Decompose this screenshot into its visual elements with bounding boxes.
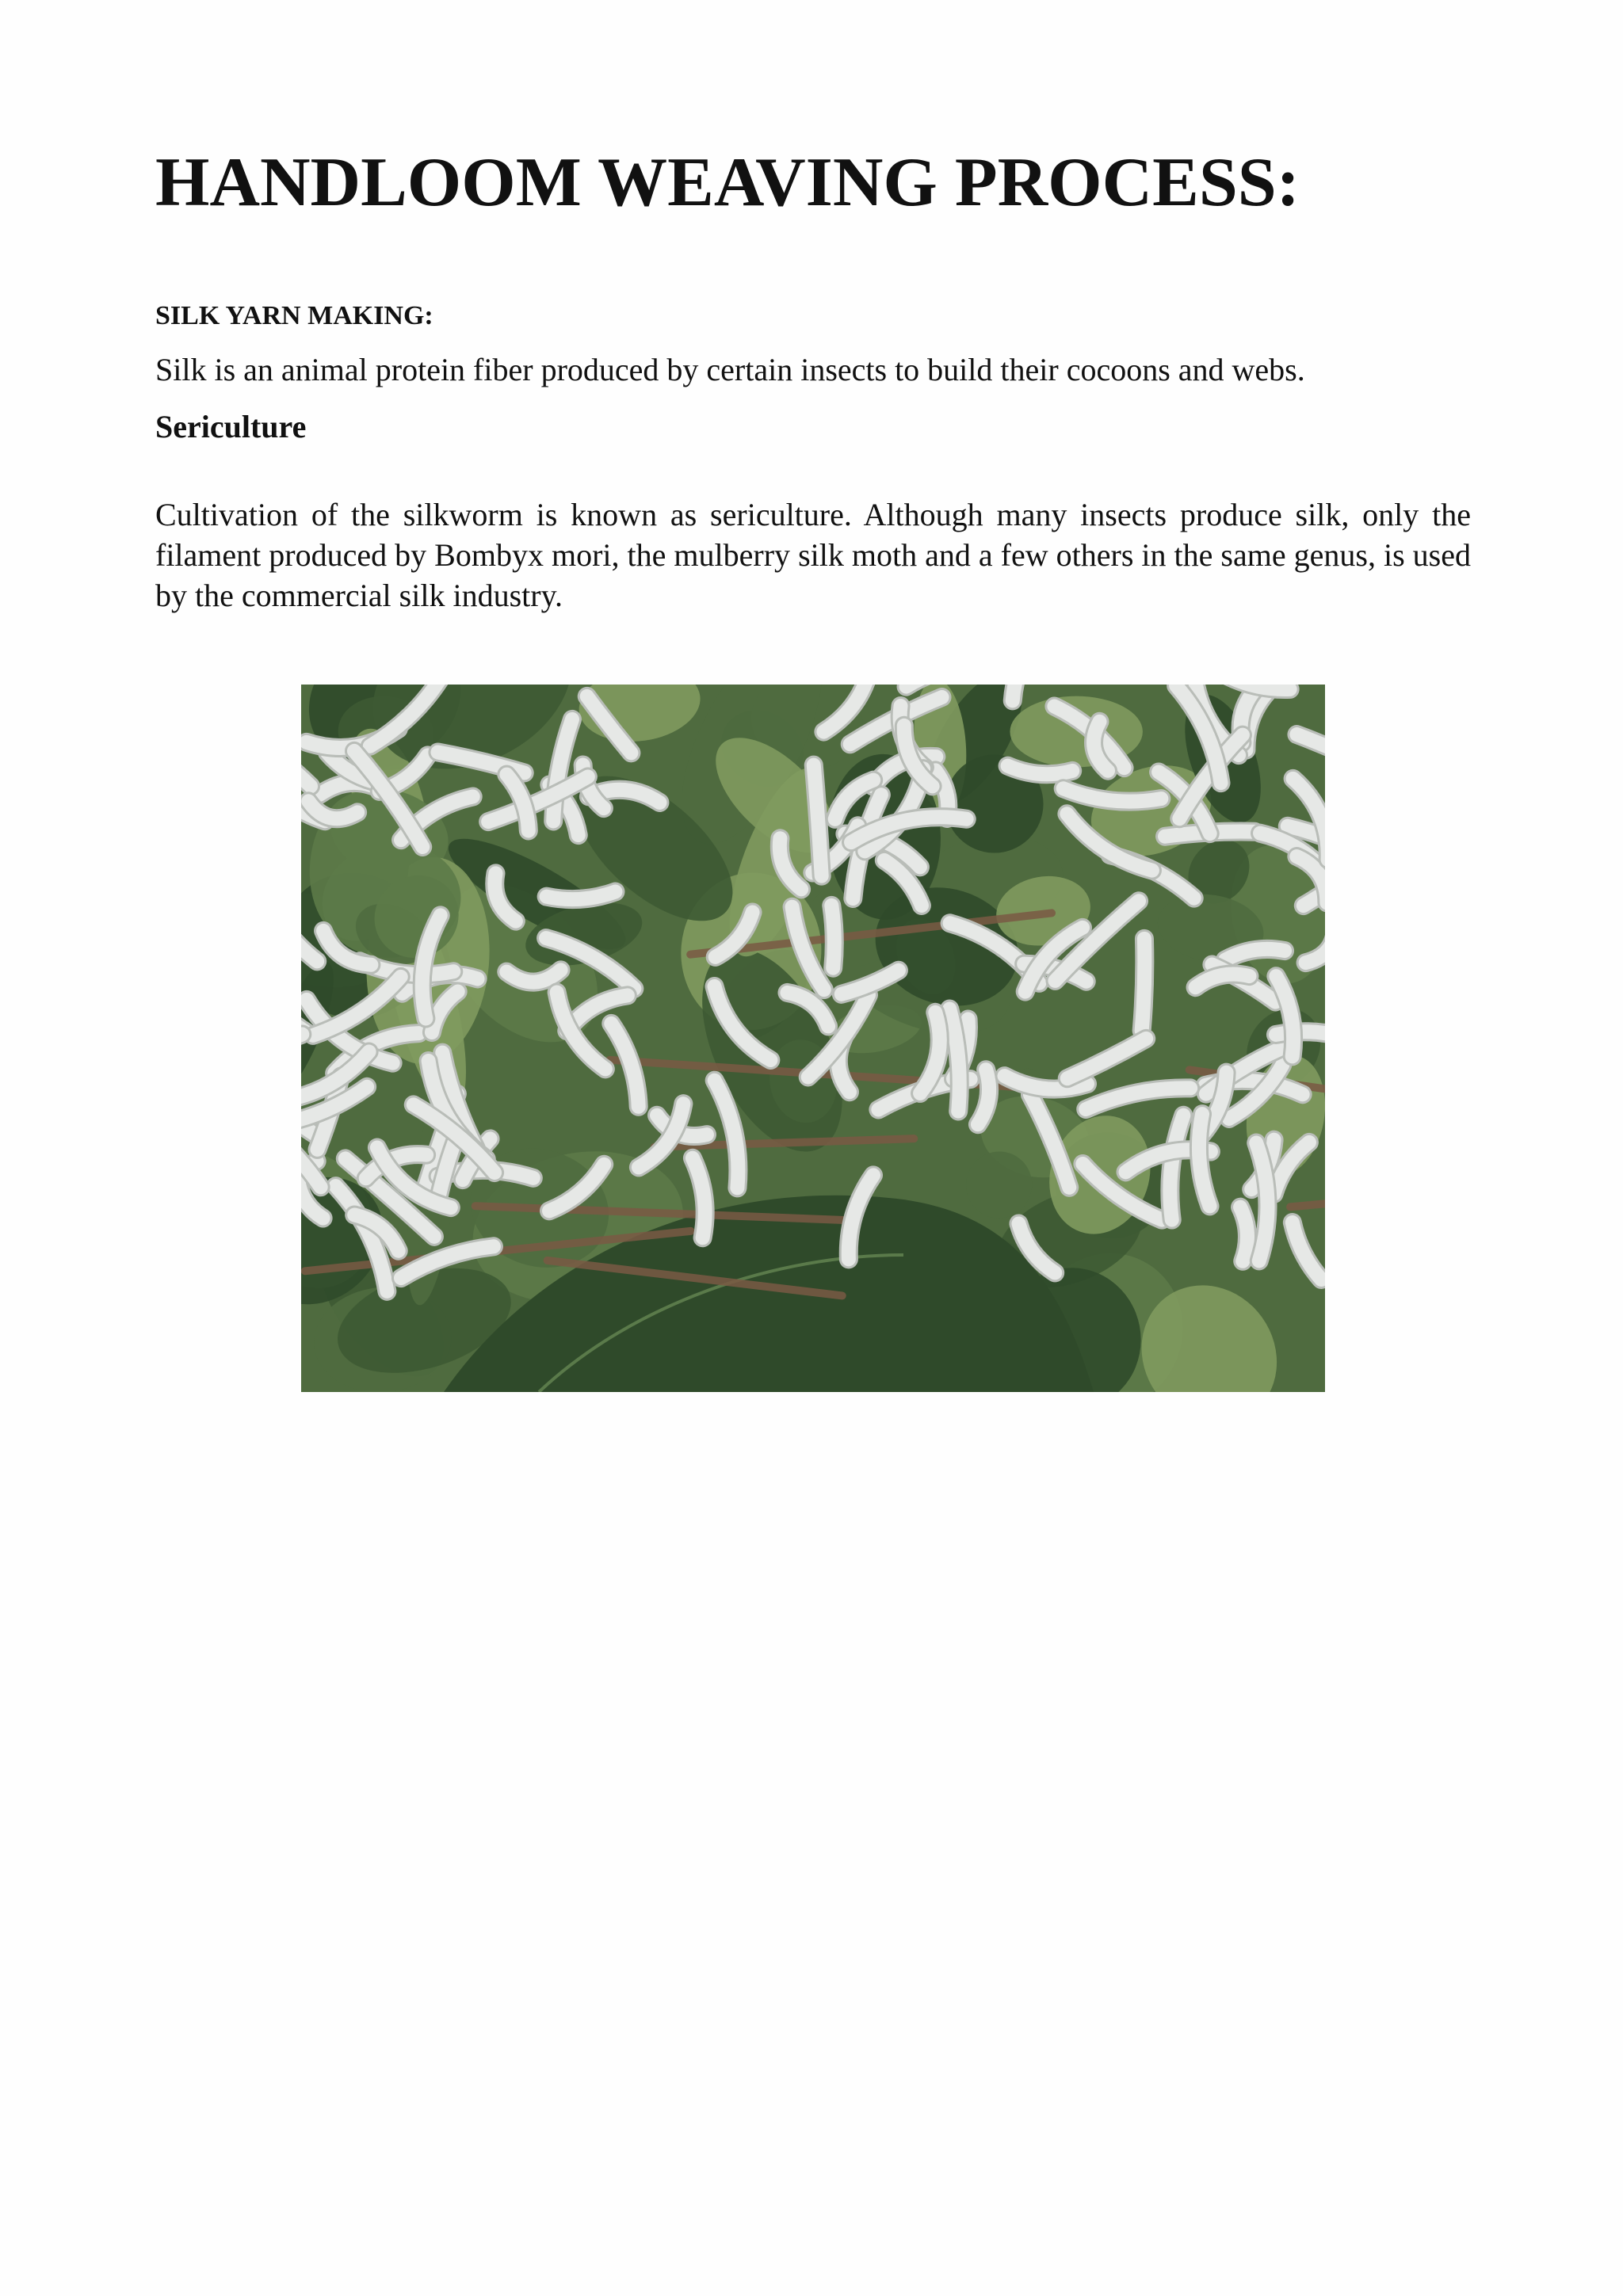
page-title: HANDLOOM WEAVING PROCESS:: [155, 144, 1300, 221]
document-content: [155, 143, 1471, 613]
intro-paragraph: Silk is an animal protein fiber produced by certain insects to build their cocoons and webs.: [155, 352, 1305, 387]
silkworms-photo: [301, 685, 1325, 1392]
subheading-sericulture: Sericulture: [155, 409, 307, 444]
body-paragraph: Cultivation of the silkworm is known as sericulture. Although many insects produce silk, only the filament produced by Bombyx mori, the mulberry silk moth and a few others in the same genus, is used by the commercial silk industry.: [155, 497, 1471, 613]
silkworms-illustration: [301, 685, 1325, 1392]
section-heading: SILK YARN MAKING:: [155, 301, 433, 330]
